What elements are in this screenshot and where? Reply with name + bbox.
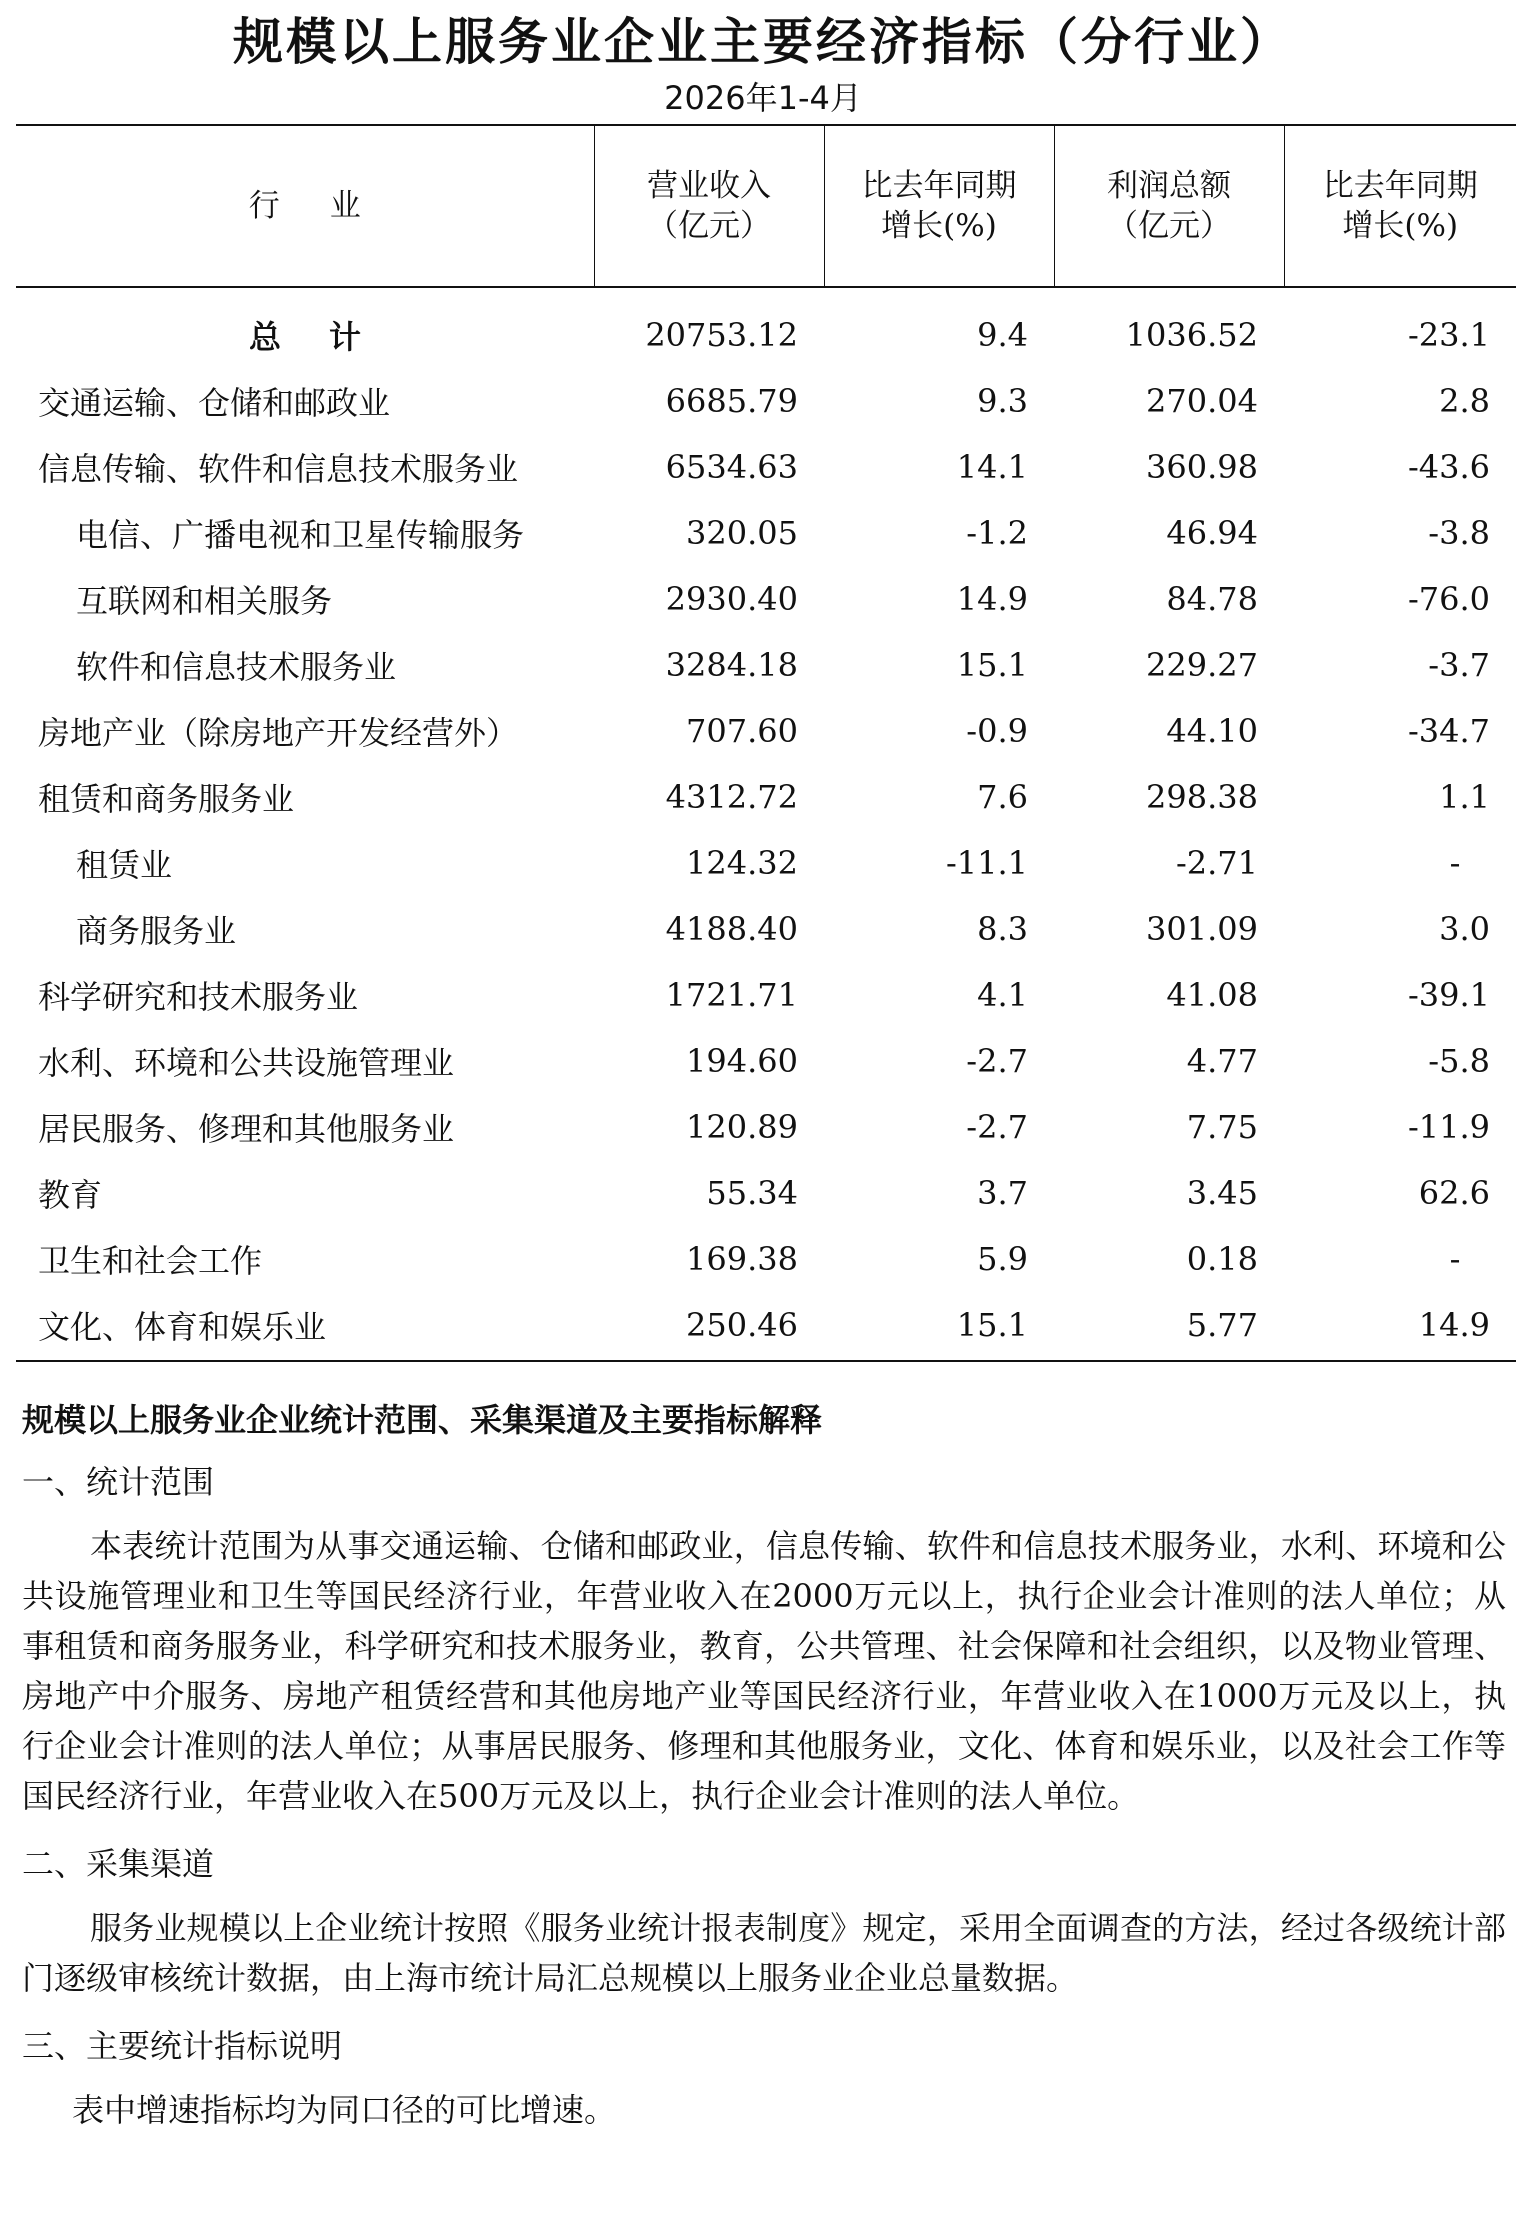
cell-revenue-growth: -2.7 xyxy=(966,1108,1028,1146)
industry-name: 电信、广播电视和卫星传输服务 xyxy=(76,516,525,554)
cell-revenue-growth: -11.1 xyxy=(945,844,1028,882)
cell-profit: 360.98 xyxy=(1146,448,1258,486)
cell-revenue: 20753.12 xyxy=(645,316,798,354)
cell-profit: 7.75 xyxy=(1186,1108,1258,1146)
notes-section2-text: 服务业规模以上企业统计按照《服务业统计报表制度》规定，采用全面调查的方法，经过各级统计部门逐级审核统计数据，由上海市统计局汇总规模以上服务业企业总量数据。 xyxy=(22,1909,1506,1997)
header-revenue-growth-line1: 比去年同期 xyxy=(861,168,1017,204)
cell-profit: 0.18 xyxy=(1186,1240,1258,1278)
table-row xyxy=(16,1292,1516,1361)
cell-revenue-growth: 14.9 xyxy=(956,580,1028,618)
cell-revenue: 194.60 xyxy=(686,1042,798,1080)
cell-revenue-growth: -2.7 xyxy=(966,1042,1028,1080)
table-row xyxy=(16,830,1516,896)
cell-revenue: 3284.18 xyxy=(665,646,798,684)
notes-section3-title: 三、主要统计指标说明 xyxy=(22,2027,343,2065)
cell-profit-growth: 2.8 xyxy=(1439,382,1490,420)
cell-profit-growth: -3.8 xyxy=(1428,514,1490,552)
industry-name: 居民服务、修理和其他服务业 xyxy=(38,1110,455,1148)
cell-revenue: 55.34 xyxy=(706,1174,798,1212)
notes-section3-text: 表中增速指标均为同口径的可比增速。 xyxy=(72,2091,617,2129)
cell-profit: 1036.52 xyxy=(1125,316,1258,354)
page-title: 规模以上服务业企业主要经济指标（分行业） xyxy=(233,13,1293,71)
cell-profit: 84.78 xyxy=(1166,580,1258,618)
cell-profit-growth: -5.8 xyxy=(1428,1042,1490,1080)
notes-section1-text: 本表统计范围为从事交通运输、仓储和邮政业，信息传输、软件和信息技术服务业，水利、环境和公共设施管理业和卫生等国民经济行业，年营业收入在2000万元以上，执行企业会计准则的法人单位；从事租赁和商务服务业，科学研究和技术服务业，教育，公共管理、社会保障和社会组织，以及物业管理、房地产中介服务、房地产租赁经营和其他房地产业等国民经济行业，年营业收入在1000万元及以上，执行企业会计准则的法人单位；从事居民服务、修理和其他服务业，文化、体育和娱乐业，以及社会工作等国民经济行业，年营业收入在500万元及以上，执行企业会计准则的法人单位。 xyxy=(22,1527,1506,1815)
cell-revenue: 6534.63 xyxy=(665,448,798,486)
cell-revenue: 320.05 xyxy=(686,514,798,552)
cell-profit: 298.38 xyxy=(1146,778,1258,816)
cell-profit-growth: - xyxy=(1449,844,1461,882)
header-industry: 行业 xyxy=(16,125,594,287)
header-revenue-line1: 营业收入 xyxy=(647,168,771,204)
cell-revenue: 6685.79 xyxy=(665,382,798,420)
table-row xyxy=(16,698,1516,764)
cell-profit-growth: -39.1 xyxy=(1407,976,1490,1014)
table-row xyxy=(16,1028,1516,1094)
industry-name: 软件和信息技术服务业 xyxy=(76,648,397,686)
page-subtitle: 2026年1-4月 xyxy=(664,79,862,117)
header-profit-line1: 利润总额 xyxy=(1107,168,1231,204)
notes-heading: 规模以上服务业企业统计范围、采集渠道及主要指标解释 xyxy=(22,1401,823,1439)
notes-section xyxy=(22,1395,1506,2153)
industry-name: 交通运输、仓储和邮政业 xyxy=(38,384,391,422)
header-profit-growth-line1: 比去年同期 xyxy=(1322,168,1478,204)
industry-name: 租赁和商务服务业 xyxy=(38,780,295,818)
table-body xyxy=(16,287,1516,1361)
cell-profit: -2.71 xyxy=(1175,844,1258,882)
cell-profit: 5.77 xyxy=(1054,1292,1284,1361)
cell-revenue-growth: 15.1 xyxy=(824,1292,1054,1361)
industry-name: 信息传输、软件和信息技术服务业 xyxy=(38,450,519,488)
header-profit-line2: （亿元） xyxy=(1107,208,1231,244)
cell-revenue: 707.60 xyxy=(686,712,798,750)
cell-revenue: 2930.40 xyxy=(665,580,798,618)
cell-revenue: 4188.40 xyxy=(665,910,798,948)
cell-revenue-growth: 9.3 xyxy=(977,382,1028,420)
cell-revenue-growth: 8.3 xyxy=(977,910,1028,948)
cell-revenue: 250.46 xyxy=(594,1292,824,1361)
table-row xyxy=(16,1094,1516,1160)
cell-profit: 44.10 xyxy=(1166,712,1258,750)
industry-name: 互联网和相关服务 xyxy=(76,582,333,620)
header-revenue-line2: （亿元） xyxy=(647,208,771,244)
cell-profit: 270.04 xyxy=(1146,382,1258,420)
table-row xyxy=(16,368,1516,434)
cell-profit-growth: 1.1 xyxy=(1439,778,1490,816)
cell-profit: 46.94 xyxy=(1166,514,1258,552)
cell-profit: 41.08 xyxy=(1166,976,1258,1014)
industry-name: 科学研究和技术服务业 xyxy=(38,978,359,1016)
industry-name: 水利、环境和公共设施管理业 xyxy=(38,1044,455,1082)
cell-revenue: 124.32 xyxy=(686,844,798,882)
header-profit xyxy=(1054,125,1284,287)
cell-revenue-growth: -1.2 xyxy=(966,514,1028,552)
cell-revenue: 169.38 xyxy=(686,1240,798,1278)
cell-revenue: 4312.72 xyxy=(665,778,798,816)
cell-profit-growth: -23.1 xyxy=(1407,316,1490,354)
industry-name: 租赁业 xyxy=(76,846,173,884)
table-row xyxy=(16,1160,1516,1226)
cell-revenue: 120.89 xyxy=(686,1108,798,1146)
table-row xyxy=(16,632,1516,698)
table-row xyxy=(16,1226,1516,1292)
header-profit-growth xyxy=(1284,125,1516,287)
cell-profit: 301.09 xyxy=(1146,910,1258,948)
table-row xyxy=(16,287,1516,368)
industry-name: 房地产业（除房地产开发经营外） xyxy=(38,714,519,752)
cell-revenue-growth: 15.1 xyxy=(956,646,1028,684)
table-row xyxy=(16,566,1516,632)
cell-revenue: 1721.71 xyxy=(665,976,798,1014)
cell-profit-growth: -76.0 xyxy=(1407,580,1490,618)
cell-revenue-growth: -0.9 xyxy=(966,712,1028,750)
cell-revenue-growth: 4.1 xyxy=(977,976,1028,1014)
industry-name: 商务服务业 xyxy=(76,912,237,950)
table-row xyxy=(16,962,1516,1028)
cell-profit-growth: -34.7 xyxy=(1407,712,1490,750)
table-row xyxy=(16,896,1516,962)
cell-profit: 4.77 xyxy=(1186,1042,1258,1080)
table-header-row xyxy=(16,125,1516,287)
cell-profit-growth: 62.6 xyxy=(1418,1174,1490,1212)
cell-profit-growth: -43.6 xyxy=(1407,448,1490,486)
table-row xyxy=(16,764,1516,830)
industry-name: 卫生和社会工作 xyxy=(38,1242,263,1280)
cell-profit-growth: - xyxy=(1449,1240,1461,1278)
cell-profit: 3.45 xyxy=(1186,1174,1258,1212)
indicator-table xyxy=(16,124,1516,1362)
cell-profit-growth: -3.7 xyxy=(1428,646,1490,684)
cell-revenue-growth: 9.4 xyxy=(977,316,1028,354)
header-revenue-growth xyxy=(824,125,1054,287)
table-row xyxy=(16,434,1516,500)
industry-name: 总计 xyxy=(248,318,409,356)
cell-revenue-growth: 3.7 xyxy=(977,1174,1028,1212)
cell-revenue-growth: 14.1 xyxy=(956,448,1028,486)
table-row xyxy=(16,500,1516,566)
cell-revenue-growth: 7.6 xyxy=(977,778,1028,816)
header-revenue xyxy=(594,125,824,287)
cell-profit-growth: -11.9 xyxy=(1407,1108,1490,1146)
header-revenue-growth-line2: 增长(%) xyxy=(881,208,997,244)
industry-name: 教育 xyxy=(38,1176,103,1214)
notes-section2-title: 二、采集渠道 xyxy=(22,1845,215,1883)
cell-profit: 229.27 xyxy=(1146,646,1258,684)
industry-name: 文化、体育和娱乐业 xyxy=(16,1292,594,1361)
cell-revenue-growth: 5.9 xyxy=(977,1240,1028,1278)
cell-profit-growth: 3.0 xyxy=(1439,910,1490,948)
header-profit-growth-line2: 增长(%) xyxy=(1342,208,1459,244)
cell-profit-growth: 14.9 xyxy=(1284,1292,1516,1361)
notes-section1-title: 一、统计范围 xyxy=(22,1463,215,1501)
